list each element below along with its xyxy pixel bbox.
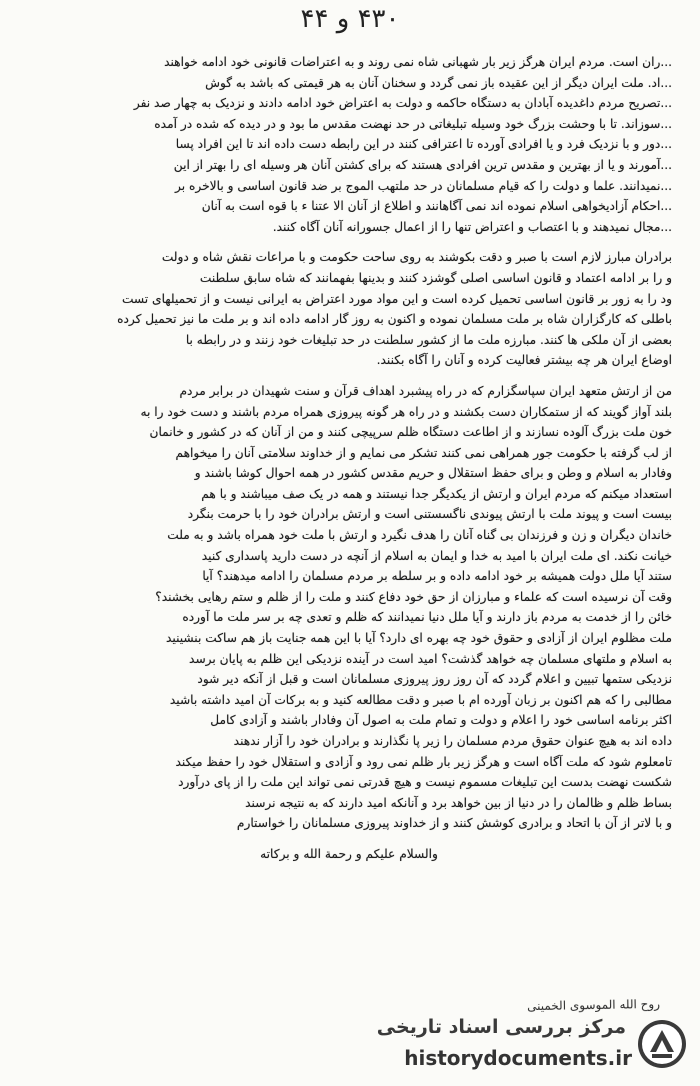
text-line: باطلی که کارگزاران شاه بر ملت مسلمان نموده و اکنون به روز گار ادامه داده اند و بر ملت ما نیز تحمیل کرده [117, 312, 672, 327]
text-line: بعضی از آن ملکی ها کنند. مبارزه ملت ما از کشور سلطنت در حد تبلیغات خود زنند و در رابطه با [185, 332, 672, 347]
text-line: خائن را از خدمت به مردم باز دارند و آیا ملل دنیا نمیدانند که ظلم و تعدی چه بر سر ملت ما آورده [182, 610, 672, 625]
text-line: بلند آواز گویند که از ستمکاران دست بکشند و در راه هر گونه پیروزی همراه مردم باشند و دست خود را به [140, 404, 672, 419]
text-line: بساط ظلم و ظالمان را در دنیا از بین خواهد برد و آنانکه امید دارند که به نتیجه نرسند [245, 795, 672, 810]
text-line: و را بر ادامه اعتماد و قانون اساسی اصلی گوشزد کنند و بدینها بفهمانند که شاه سابق سلطنت [199, 270, 672, 285]
text-line: خیانت نکند. ای ملت ایران با امید به خدا و ایمان به اسلام از آنچه در دست دارید پاسداری کنید [201, 548, 672, 563]
text-line: وقت آن نرسیده است که علماء و مبارزان از حق خود دفاع کنند و ملت را از ظلم و ستم رهایی بخشند؟ [155, 589, 672, 604]
watermark [376, 1012, 692, 1076]
signature: روح الله الموسوی الخمینی [526, 996, 661, 1014]
text-line: ملت مظلوم ایران از آزادی و حقوق خود چه بهره ای دارد؟ آیا با این همه جنایت باز هم ساکت بنشینید [166, 631, 672, 646]
text-line: اکثر برنامه اساسی خود را اعلام و دولت و تمام ملت به اصول آن وفادار باشند و آزادی کامل [210, 713, 672, 728]
watermark-url: historydocuments.ir [404, 1046, 632, 1070]
paragraph [26, 52, 672, 237]
watermark-title: مرکز بررسی اسناد تاریخی [376, 1016, 626, 1038]
text-line: ستند آیا ملل دولت همیشه بر خود ادامه داده و بر سلطه بر مردم مسلمان را ادامه میدهند؟ آیا [202, 569, 672, 584]
document-center-logo-icon [636, 1018, 688, 1070]
page-number: ۴۳۰ و ۴۴ [300, 4, 400, 34]
text-line: داده اند به هیچ عنوان حقوق مردم مسلمان را زیر پا نگذارند و برادران خود را آزار ندهند [233, 734, 672, 748]
text-line: ...احکام آزادیخواهی اسلام نموده اند نمی آگاهانند و اطلاع از آنان الا عتنا ء با قوه است به آنان [201, 199, 672, 214]
text-line: به اسلام و ملتهای مسلمان چه خواهد گذشت؟ امید است در آینده نزدیکی این ظلم به پایان برسد [189, 651, 672, 666]
text-line: ...سوزاند. تا با وحشت بزرگ خود وسیله تبلیغاتی در حد نهضت مقدس ما بود و در دیده که شده در آمده [154, 116, 672, 131]
text-line: ...نمیدانند. علما و دولت را که قیام مسلمانان در حد ملتهب الموج بر ضد قانون اساسی و بالاخره بر [175, 178, 672, 193]
paragraph [26, 381, 672, 834]
text-line: و با لاتر از آن با اتحاد و برادری کوشش کنند و از خداوند پیروزی مسلمانان را خواستارم [236, 816, 672, 831]
closing-paragraph [26, 844, 672, 865]
text-line: بیست است و پیوند ملت با ارتش پیوندی ناگسستنی است و ارتش برادران خود را با حرمت بنگرد [187, 507, 672, 522]
text-line: ...دور و با نزدیک فرد و یا افرادی آورده تا اعترافی کنند در این رابطه دست داده اند تا این افراد پسا [175, 137, 672, 152]
text-line: وفادار به اسلام و وطن و برای حفظ استقلال و حریم مقدس کشور در همه احوال کوشا باشند و [194, 466, 672, 481]
text-line: شکست نهضت بدست این تبلیغات مسموم نیست و هیچ قدرتی نمی تواند این ملت را از پای درآورد [178, 775, 672, 790]
text-line: استعداد میکنم که مردم ایران و ارتش از یکدیگر جدا نیستند و همه در یک صف میباشند و با هم [201, 486, 672, 501]
closing-line: والسلام علیکم و رحمة الله و برکاته [260, 846, 438, 861]
text-line: ...اد. ملت ایران دیگر از این عقیده باز نمی گردد و سخنان آنان به هر قیمتی که باشد به گوش [205, 75, 672, 90]
text-line: مطالبی را که هم اکنون بر زبان آورده ام با صبر و دقت مطالعه کنید و به برکات آن امید داشته باشید [169, 692, 672, 707]
text-line: اوضاع ایران هر چه بیشتر فعالیت کرده و آنان را آگاه بکنند. [376, 353, 672, 368]
text-line: تامعلوم شود که ملت آگاه است و هرگز زیر بار ظلم نمی رود و آزادی و استقلال خود را حفظ میکند [175, 754, 672, 769]
text-line: خاندان دیگران و زن و فرزندان بی گناه آنان را هدف نگیرد و ارتش با ملت خود همراه باشد و به ملت [167, 528, 672, 543]
text-line: خون ملت بزرگ آلوده نسازند و از اطاعت دستگاه ظلم سرپیچی کنند و من از آنان که در کشور و خانمان [149, 425, 672, 440]
paragraph [26, 247, 672, 371]
text-line: ...آمورند و یا از بهترین و مقدس ترین افرادی هستند که برای کشتن آنان هر وسیله ای را بهتر از این [173, 157, 672, 172]
text-line: من از ارتش متعهد ایران سپاسگزارم که در راه پیشبرد اهداف قرآن و سنت شهیدان در برابر مردم [179, 383, 672, 398]
text-line: ...مجال نمیدهند و با اعتصاب و اعتراض تنها را از اعمال جسورانه آنان آگاه کنند. [272, 219, 672, 234]
text-line: ود را به زور بر قانون اساسی تحمیل کرده است و این مواد مورد اعتراض به ایرانی نیست و از تحمیلهای تست [121, 291, 672, 306]
text-line: ...تصریح مردم داغدیده آبادان به دستگاه حاکمه و دولت به اعتراض خود ادامه دادند و نزدیک به چهار صد نفر [133, 96, 672, 111]
document-body [26, 52, 672, 982]
text-line: ...ران است. مردم ایران هرگز زیر بار شهبانی شاه نمی روند و به اعتراضات قانونی خود ادامه خواهند [164, 55, 672, 69]
text-line: برادران مبارز لازم است با صبر و دقت بکوشند به روی ساحت حکومت و با مراعات نقش شاه و دولت [161, 250, 672, 265]
text-line: نزدیکی ستمها تبیین و اعلام گردد که آن روز روز پیروزی مسلمانان است و قبل از آنکه دیر شود [197, 672, 672, 687]
text-line: از لب گرفته با حکومت جور همراهی نمی کنند تشکر می نمایم و از خداوند سلامتی آنان را میخواهم [175, 445, 672, 460]
